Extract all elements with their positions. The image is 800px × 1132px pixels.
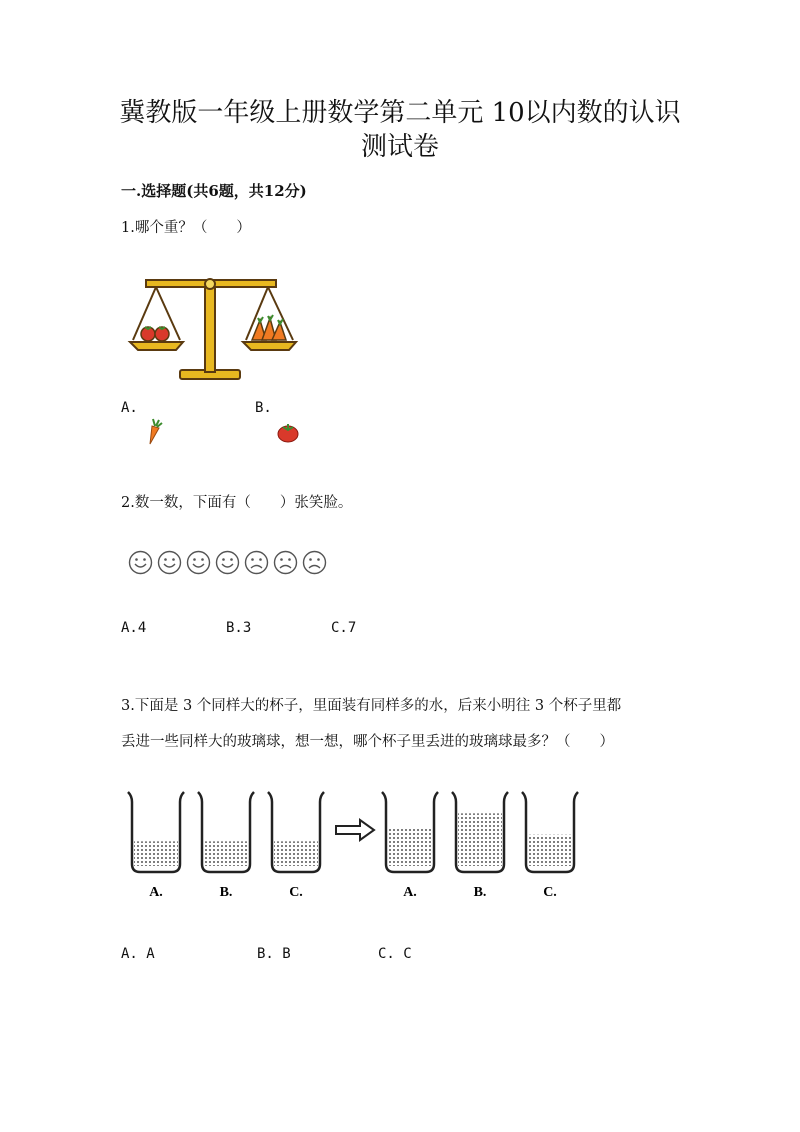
question-2-text: 2.数一数，下面有（ ）张笑脸。 (121, 495, 353, 511)
q3-option-b[interactable]: B. B (257, 946, 291, 962)
page-title-line2: 测试卷 (360, 132, 439, 162)
tomato-icon (276, 421, 300, 443)
q2-option-b[interactable]: B.3 (226, 620, 252, 636)
q2-option-a[interactable]: A.4 (121, 620, 147, 636)
after-cup-label-a: A. (403, 885, 417, 900)
q1-option-b[interactable]: B. (255, 400, 272, 416)
sad-face-icon (244, 550, 269, 575)
before-cup-c (268, 792, 324, 872)
before-cup-a (128, 792, 184, 872)
before-cup-b (198, 792, 254, 872)
carrot-icon (144, 418, 164, 446)
before-cup-label-b: B. (219, 885, 233, 900)
section-heading: 一.选择题(共6题，共12分) (121, 182, 307, 200)
after-cup-label-c: C. (543, 885, 557, 900)
question-1-text: 1.哪个重？（ ） (121, 220, 251, 236)
q2-option-c[interactable]: C.7 (331, 620, 357, 636)
question-3-text-line2: 丢进一些同样大的玻璃球，想一想，哪个杯子里丢进的玻璃球最多？（ ） (121, 734, 614, 750)
faces-row (128, 550, 327, 575)
after-cup-c (522, 792, 578, 872)
smiley-face-icon (215, 550, 240, 575)
q3-option-a[interactable]: A. A (121, 946, 155, 962)
smiley-face-icon (128, 550, 153, 575)
q3-option-c[interactable]: C. C (378, 946, 412, 962)
after-cup-label-b: B. (473, 885, 487, 900)
after-cup-a (382, 792, 438, 872)
after-cup-b (452, 792, 508, 872)
before-cup-label-c: C. (289, 885, 303, 900)
sad-face-icon (273, 550, 298, 575)
arrow-right-icon (336, 820, 374, 840)
cups-diagram (124, 784, 594, 904)
q1-option-a[interactable]: A. (121, 400, 138, 416)
balance-scale-image (128, 270, 308, 385)
question-3-text-line1: 3.下面是 3 个同样大的杯子，里面装有同样多的水，后来小明往 3 个杯子里都 (121, 698, 622, 714)
page-title-line1: 冀教版一年级上册数学第二单元 10以内数的认识 (119, 98, 681, 128)
smiley-face-icon (157, 550, 182, 575)
sad-face-icon (302, 550, 327, 575)
before-cup-label-a: A. (149, 885, 163, 900)
smiley-face-icon (186, 550, 211, 575)
